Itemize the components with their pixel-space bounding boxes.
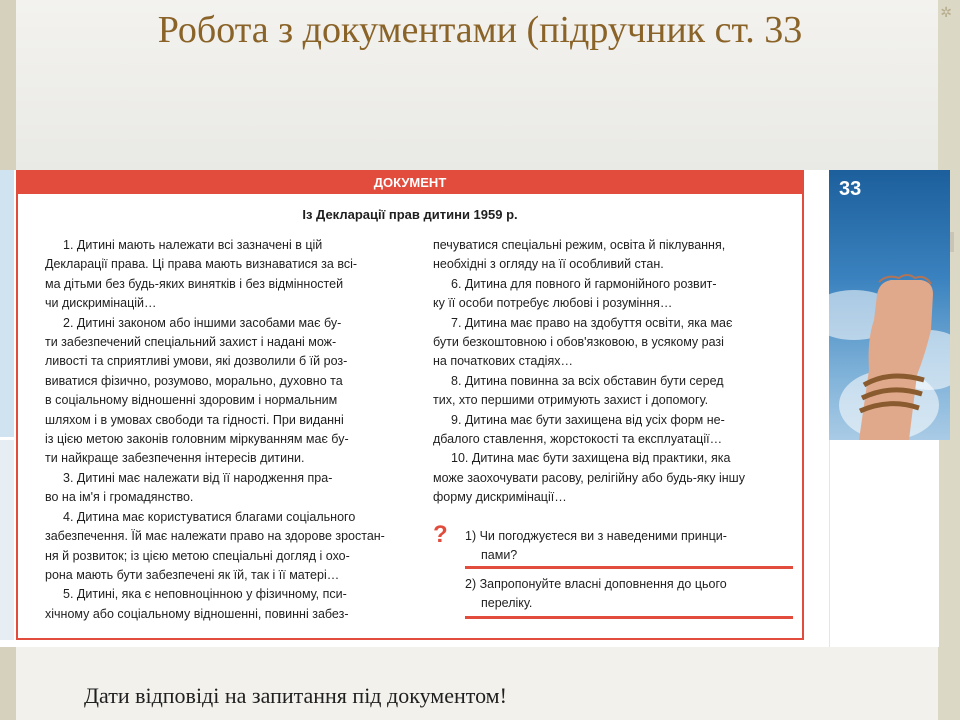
document-text-line: 10. Дитина має бути захищена від практики, яка xyxy=(451,451,731,466)
document-text-line: печуватися спеціальні режим, освіта й піклування, xyxy=(433,238,726,252)
scan-left-strip-lower xyxy=(0,440,14,640)
instruction-text: Дати відповіді на запитання під документом! xyxy=(84,683,507,708)
document-text-line: ти забезпечений спеціальний захист і надані мож- xyxy=(45,335,337,350)
document-text-line: форму дискримінації… xyxy=(433,490,567,505)
document-text-line: забезпечення. Їй має належати право на здорове зростан- xyxy=(45,529,385,544)
raised-fist-with-rope-icon xyxy=(829,170,950,440)
page-number: 33 xyxy=(839,178,862,200)
document-text-line: шляхом і в умовах свободи та гідності. При виданні xyxy=(45,412,344,427)
question-mark-icon: ? xyxy=(433,521,448,548)
question-1-line-1: 1) Чи погоджуєтеся ви з наведеними принци- xyxy=(465,529,727,543)
document-text-line: рона мають бути забезпечені як їй, так і її матері… xyxy=(45,567,340,582)
document-text-line: 3. Дитині має належати від її народження пра- xyxy=(63,470,333,485)
document-text-line: в соціальному відношенні здоровим і нормальним xyxy=(45,393,338,408)
document-box xyxy=(16,170,804,640)
document-text-line: необхідні з огляду на її особливий стан. xyxy=(433,257,664,272)
question-1-underline xyxy=(465,566,793,569)
question-2-underline xyxy=(465,616,793,619)
document-text-line: 4. Дитина має користуватися благами соціального xyxy=(63,509,356,524)
question-1-line-2: пами? xyxy=(481,548,518,562)
document-text-line: во на ім'я і громадянство. xyxy=(45,490,194,505)
question-2-line-1: 2) Запропонуйте власні доповнення до цього xyxy=(465,577,727,591)
document-text-line: дбалого ставлення, жорстокості та експлуатації… xyxy=(433,432,723,447)
document-text-line: 8. Дитина повинна за всіх обставин бути серед xyxy=(451,373,724,388)
question-1 xyxy=(465,527,795,565)
document-text-line: може заохочувати расову, релігійну або будь-яку іншу xyxy=(433,470,745,485)
corner-ornament-icon: ✲ xyxy=(940,4,952,20)
document-header: ДОКУМЕНТ xyxy=(18,172,802,194)
question-2-line-2: переліку. xyxy=(481,596,533,610)
document-text-line: бути безкоштовною і обов'язковою, в усякому разі xyxy=(433,335,724,350)
document-text-line: ти найкраще забезпечення інтересів дитини. xyxy=(45,451,305,466)
document-text-line: ку її особи потребує любові і розуміння… xyxy=(433,296,673,311)
document-text-line: 7. Дитина має право на здобуття освіти, яка має xyxy=(451,315,733,330)
document-subtitle: Із Декларації прав дитини 1959 р. xyxy=(302,207,518,222)
question-2 xyxy=(465,575,795,613)
document-text-line: чи дискримінацій… xyxy=(45,296,157,311)
document-text-line: 6. Дитина для повного й гармонійного розвит- xyxy=(451,276,717,291)
side-image-panel xyxy=(829,170,950,440)
document-text-line: виватися фізично, розумово, морально, духовно та xyxy=(45,373,343,388)
document-left-column xyxy=(45,236,405,624)
document-text-line: хічному або соціальному відношенні, повинні забез- xyxy=(45,606,349,621)
document-text-line: 9. Дитина має бути захищена від усіх форм не- xyxy=(451,412,725,427)
document-text-line: ня й розвиток; із цією метою спеціальні догляд і охо- xyxy=(45,548,350,563)
document-right-column xyxy=(433,236,798,508)
side-panel-lower xyxy=(829,440,939,647)
scan-left-strip xyxy=(0,170,14,437)
document-text-line: тих, хто першими отримують захист і допомогу. xyxy=(433,393,709,408)
document-text-line: ма дітьми без будь-яких винятків і без відмінностей xyxy=(45,276,344,291)
document-text-line: 5. Дитині, яка є неповноцінною у фізичному, пси- xyxy=(63,587,347,602)
document-text-line: із цією метою законів головним міркуванням має бу- xyxy=(45,432,349,447)
document-text-line: ливості та сприятливі умови, які дозволили б їй роз- xyxy=(45,354,348,369)
document-text-line: 1. Дитині мають належати всі зазначені в цій xyxy=(63,238,323,252)
document-text-line: Декларації права. Ці права мають визнаватися за всі- xyxy=(45,257,358,272)
document-text-line: на початкових стадіях… xyxy=(433,354,573,369)
slide-title: Робота з документами (підручник ст. 33 xyxy=(157,9,803,51)
document-text-line: 2. Дитині законом або іншими засобами має бу- xyxy=(63,315,342,330)
